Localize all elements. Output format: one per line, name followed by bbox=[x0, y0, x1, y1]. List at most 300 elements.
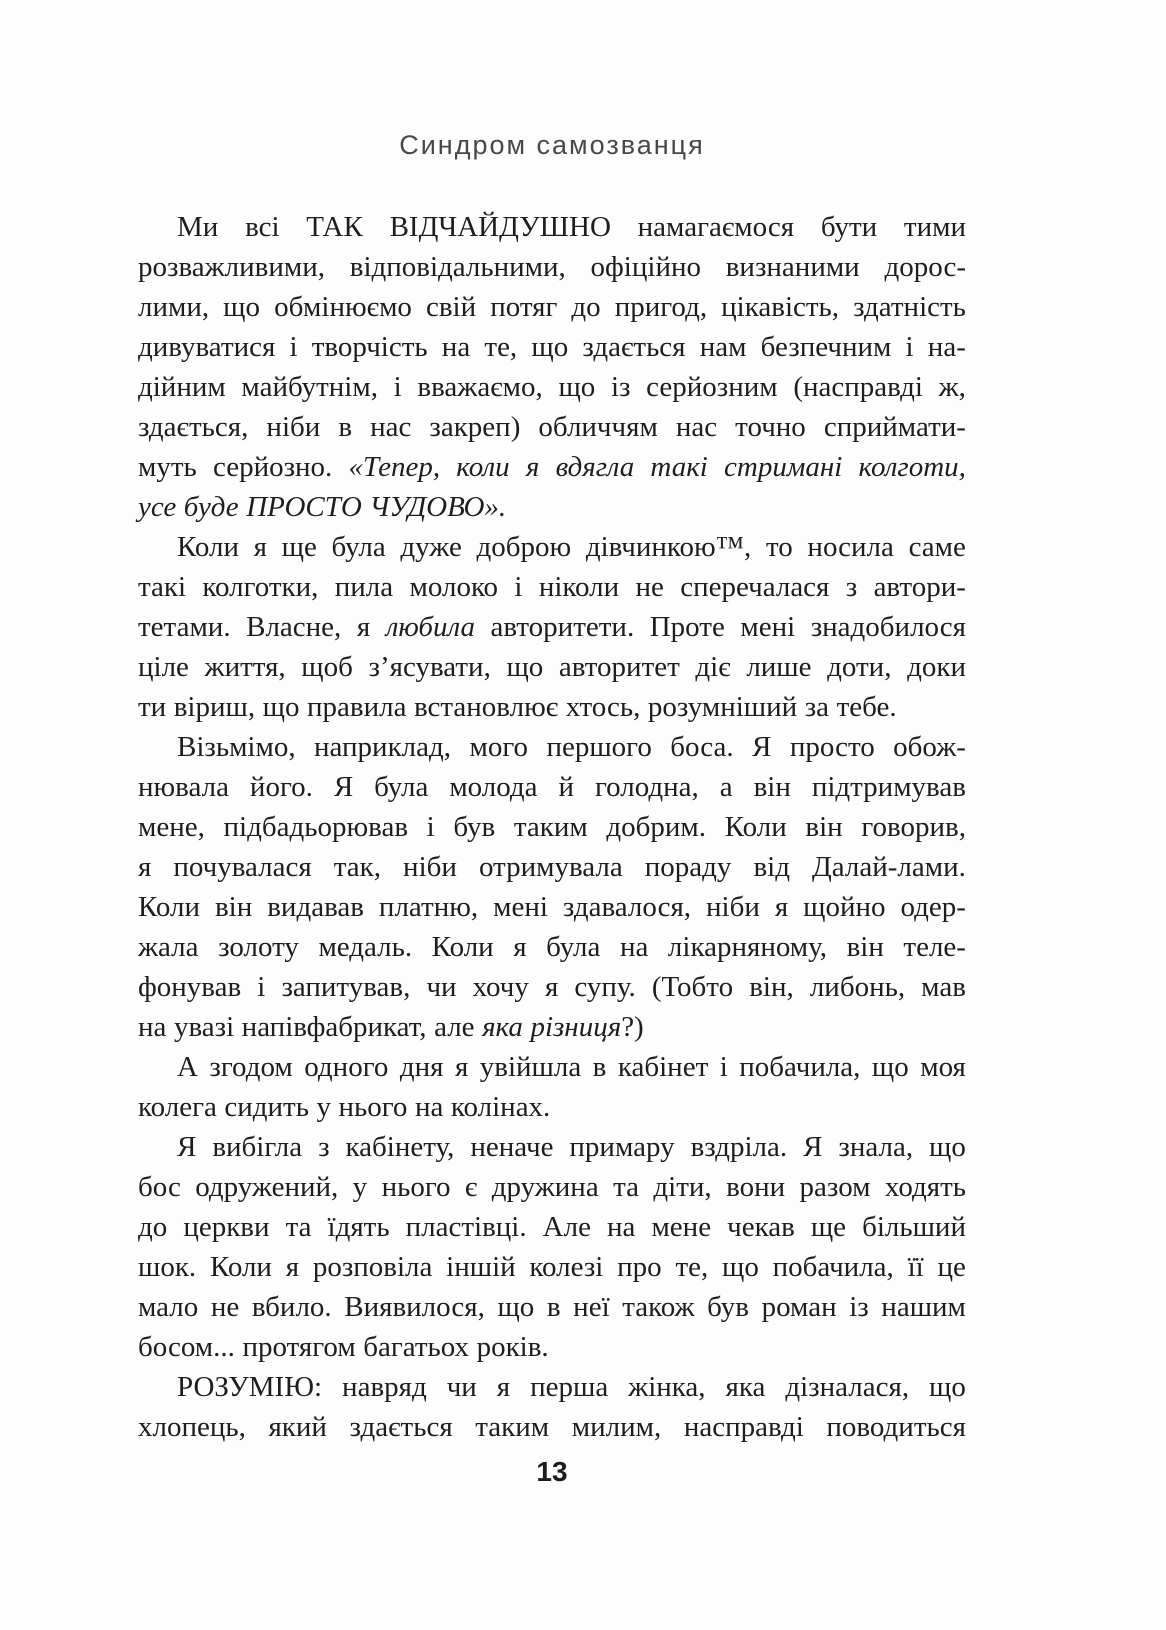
word: встановлює bbox=[413, 691, 559, 723]
word: ніби bbox=[706, 891, 760, 923]
word: і bbox=[514, 571, 523, 603]
word: не bbox=[210, 1291, 240, 1323]
word: Я bbox=[803, 1131, 823, 1163]
word: увазі bbox=[173, 1011, 235, 1043]
word: просто bbox=[789, 731, 875, 763]
word: що bbox=[558, 371, 596, 403]
word: носила bbox=[807, 531, 894, 563]
word: мого bbox=[469, 731, 528, 763]
word: підтримував bbox=[811, 771, 966, 803]
word: із bbox=[849, 1291, 869, 1323]
word: обличчям bbox=[538, 411, 658, 443]
word: вдягла bbox=[555, 451, 635, 483]
word: закреп) bbox=[429, 411, 521, 443]
text-line bbox=[138, 687, 966, 727]
word: ТАК bbox=[306, 211, 363, 243]
word: що bbox=[722, 1251, 759, 1283]
word: вибігла bbox=[212, 1131, 303, 1163]
word: років. bbox=[476, 1331, 549, 1363]
word: ПРОСТО bbox=[246, 491, 362, 523]
word: Далай-лами. bbox=[812, 851, 966, 883]
word: дійним bbox=[138, 371, 226, 403]
word: сприймати- bbox=[823, 411, 966, 443]
word: обож- bbox=[893, 731, 966, 763]
word: намагаємося bbox=[637, 211, 795, 243]
word: мені bbox=[493, 891, 548, 923]
word: на- bbox=[927, 331, 966, 363]
word: ще bbox=[281, 531, 317, 563]
word: я bbox=[253, 531, 268, 563]
word: колінах. bbox=[450, 1091, 551, 1123]
word: так, bbox=[333, 851, 382, 883]
word: ціле bbox=[138, 651, 189, 683]
word: автори- bbox=[873, 571, 966, 603]
word: почувалася bbox=[173, 851, 312, 883]
running-head: Синдром самозванця bbox=[399, 130, 705, 160]
word: нас bbox=[675, 411, 718, 443]
text-line bbox=[138, 487, 966, 527]
word: Коли bbox=[209, 1251, 272, 1283]
word: що bbox=[223, 291, 261, 323]
word: сперечалася bbox=[680, 571, 830, 603]
word: із bbox=[610, 371, 631, 403]
text-line bbox=[138, 1407, 966, 1447]
word: я bbox=[544, 971, 559, 1003]
word: моя bbox=[920, 1051, 966, 1083]
word: також bbox=[622, 1291, 695, 1323]
word: діти, bbox=[653, 1171, 712, 1203]
text-line bbox=[138, 1247, 966, 1287]
word: здатність bbox=[853, 291, 966, 323]
word: всі bbox=[245, 211, 280, 243]
word: тетами. bbox=[138, 611, 231, 643]
text-line bbox=[138, 967, 966, 1007]
word: вважаємо, bbox=[417, 371, 543, 403]
word: золоту bbox=[218, 931, 299, 963]
word: є bbox=[464, 1171, 478, 1203]
word: жінка, bbox=[628, 1371, 706, 1403]
word: Я bbox=[752, 731, 772, 763]
word: буде bbox=[183, 491, 239, 523]
word: РОЗУМІЮ: bbox=[177, 1371, 323, 1403]
text-line bbox=[138, 727, 966, 767]
word: я bbox=[513, 931, 527, 963]
word: та bbox=[285, 1211, 312, 1243]
word: напівфабрикат, bbox=[241, 1011, 427, 1043]
word: знала, bbox=[838, 1131, 914, 1163]
word: Коли bbox=[177, 531, 240, 563]
word: визнаними bbox=[725, 251, 860, 283]
word: перша bbox=[530, 1371, 609, 1403]
word: Я bbox=[333, 771, 354, 803]
word: бути bbox=[820, 211, 878, 243]
word: навряд bbox=[342, 1371, 427, 1403]
word: дружина bbox=[491, 1171, 599, 1203]
word: він bbox=[846, 931, 884, 963]
word: обмінюємо bbox=[274, 291, 412, 323]
text-line bbox=[138, 207, 966, 247]
word: саме bbox=[908, 531, 966, 563]
word: А bbox=[177, 1051, 198, 1083]
word: дорос- bbox=[884, 251, 966, 283]
word: ніби bbox=[266, 411, 321, 443]
word: доти, bbox=[827, 651, 892, 683]
word: медаль. bbox=[318, 931, 413, 963]
word: про bbox=[617, 1251, 662, 1283]
word: Власне, bbox=[246, 611, 342, 643]
word: нього bbox=[338, 1091, 408, 1123]
word: неї bbox=[573, 1291, 610, 1323]
text-line bbox=[138, 327, 966, 367]
word: здається bbox=[582, 331, 686, 363]
word: він bbox=[805, 811, 843, 843]
word: ЧУДОВО». bbox=[369, 491, 507, 523]
word: дівчинкою™, bbox=[585, 531, 752, 563]
word: його. bbox=[249, 771, 313, 803]
word: мав bbox=[921, 971, 966, 1003]
word: Але bbox=[542, 1211, 591, 1243]
word: офіційно bbox=[590, 251, 701, 283]
word: життя, bbox=[204, 651, 286, 683]
word: був bbox=[453, 811, 496, 843]
word: пригод, bbox=[614, 291, 708, 323]
word: більший bbox=[862, 1211, 966, 1243]
word: на bbox=[619, 931, 649, 963]
word: (Тобто bbox=[651, 971, 734, 1003]
word: від bbox=[753, 851, 790, 883]
word: в bbox=[546, 1291, 561, 1323]
body-text bbox=[138, 207, 966, 1447]
word: а bbox=[719, 771, 733, 803]
word: нього bbox=[381, 1171, 451, 1203]
text-line bbox=[138, 1087, 966, 1127]
word: з’ясувати, bbox=[368, 651, 491, 683]
word: багатьох bbox=[363, 1331, 470, 1363]
text-line bbox=[138, 807, 966, 847]
word: здавалося, bbox=[562, 891, 692, 923]
word: Коли bbox=[431, 931, 494, 963]
word: розважливими, bbox=[138, 251, 325, 283]
word: тими bbox=[903, 211, 966, 243]
word: ніби bbox=[403, 851, 457, 883]
word: з bbox=[845, 571, 858, 603]
word: Проте bbox=[649, 611, 725, 643]
word: Виявилося, bbox=[344, 1291, 485, 1323]
word: стримані bbox=[724, 451, 843, 483]
word: в bbox=[592, 1051, 607, 1083]
word: я bbox=[774, 891, 789, 923]
word: розумніший bbox=[647, 691, 798, 723]
word: авторитет bbox=[558, 651, 680, 683]
word: одружений, bbox=[195, 1171, 339, 1203]
word: здається bbox=[349, 1411, 453, 1443]
word: протягом bbox=[242, 1331, 356, 1363]
word: поводиться bbox=[826, 1411, 966, 1443]
word: ти bbox=[138, 691, 167, 723]
word: дізналася, bbox=[785, 1371, 910, 1403]
word: неначе bbox=[470, 1131, 554, 1163]
word: пластівці. bbox=[405, 1211, 527, 1243]
word: чекав bbox=[727, 1211, 795, 1243]
word: супу. bbox=[574, 971, 636, 1003]
word: що bbox=[929, 1131, 966, 1163]
word: голодна, bbox=[594, 771, 699, 803]
text-line bbox=[138, 607, 966, 647]
word: кабінету, bbox=[345, 1131, 455, 1163]
word: увійшла bbox=[479, 1051, 582, 1083]
word: за bbox=[804, 691, 830, 723]
word: на bbox=[607, 1211, 636, 1243]
word: примару bbox=[569, 1131, 675, 1163]
word: вздріла. bbox=[690, 1131, 788, 1163]
word: ВІДЧАЙДУШНО bbox=[389, 211, 611, 243]
word: він, bbox=[749, 971, 794, 1003]
text-line bbox=[138, 1007, 966, 1047]
word: мало bbox=[138, 1291, 199, 1323]
word: ж, bbox=[938, 371, 966, 403]
word: такі bbox=[138, 571, 187, 603]
text-line bbox=[138, 1327, 966, 1367]
word: то bbox=[765, 531, 793, 563]
word: я bbox=[138, 851, 152, 883]
word: нювала bbox=[138, 771, 229, 803]
word: це bbox=[937, 1251, 966, 1283]
word: (насправді bbox=[793, 371, 923, 403]
word: молода bbox=[449, 771, 538, 803]
word: побачила, bbox=[739, 1051, 861, 1083]
text-line bbox=[138, 1047, 966, 1087]
word: свій bbox=[425, 291, 477, 323]
word: в bbox=[338, 411, 353, 443]
word: згодом bbox=[209, 1051, 293, 1083]
word: серйозним bbox=[646, 371, 778, 403]
word: теле- bbox=[903, 931, 966, 963]
word: цікавість, bbox=[721, 291, 840, 323]
word: кабінет bbox=[617, 1051, 709, 1083]
word: й bbox=[558, 771, 575, 803]
word: та bbox=[613, 1171, 640, 1203]
word: розповіла bbox=[312, 1251, 433, 1283]
word: нас bbox=[370, 411, 412, 443]
word: бос bbox=[138, 1171, 181, 1203]
word: нашим bbox=[881, 1291, 966, 1323]
word: мене bbox=[651, 1211, 712, 1243]
page-number: 13 bbox=[536, 1456, 568, 1487]
word: Коли bbox=[138, 891, 201, 923]
word: серйозно. bbox=[212, 451, 333, 483]
word: усе bbox=[138, 491, 177, 523]
text-line bbox=[138, 527, 966, 567]
word: і bbox=[719, 1051, 728, 1083]
word: церкви bbox=[183, 1211, 270, 1243]
word: що bbox=[871, 1051, 909, 1083]
word: на bbox=[441, 331, 471, 363]
word: вони bbox=[726, 1171, 786, 1203]
word: Ми bbox=[177, 211, 219, 243]
word: дивуватися bbox=[138, 331, 276, 363]
word: що bbox=[531, 331, 569, 363]
text-line bbox=[138, 927, 966, 967]
word: доки bbox=[907, 651, 966, 683]
text-line bbox=[138, 407, 966, 447]
word: ще bbox=[810, 1211, 847, 1243]
word: говорив, bbox=[861, 811, 966, 843]
word: але bbox=[434, 1011, 475, 1043]
word: він bbox=[214, 891, 253, 923]
word: молоко bbox=[409, 571, 499, 603]
word: те, bbox=[484, 331, 518, 363]
word: діє bbox=[695, 651, 731, 683]
word: запитував, bbox=[281, 971, 411, 1003]
word: що bbox=[506, 651, 544, 683]
word: чи bbox=[426, 971, 457, 1003]
word: лише bbox=[746, 651, 812, 683]
word: любила bbox=[385, 611, 476, 643]
word: ніколи bbox=[538, 571, 620, 603]
word: хтось, bbox=[565, 691, 641, 723]
word: лими, bbox=[138, 291, 210, 323]
word: Коли bbox=[724, 811, 787, 843]
word: до bbox=[138, 1211, 168, 1243]
word: муть bbox=[138, 451, 197, 483]
word: щоб bbox=[301, 651, 353, 683]
text-line bbox=[138, 647, 966, 687]
word: щойно bbox=[803, 891, 886, 923]
word: коли bbox=[456, 451, 510, 483]
text-line bbox=[138, 287, 966, 327]
text-line bbox=[138, 1167, 966, 1207]
text-line bbox=[138, 1127, 966, 1167]
word: була bbox=[546, 931, 601, 963]
word: дуже bbox=[400, 531, 462, 563]
text-line bbox=[138, 567, 966, 607]
word: іншій bbox=[446, 1251, 516, 1283]
word: колготи, bbox=[858, 451, 966, 483]
word: мене, bbox=[138, 811, 205, 843]
word: сидить bbox=[224, 1091, 309, 1123]
text-line bbox=[138, 367, 966, 407]
word: на bbox=[414, 1091, 444, 1123]
text-line bbox=[138, 1287, 966, 1327]
word: платню, bbox=[378, 891, 479, 923]
word: і bbox=[393, 371, 402, 403]
word: що bbox=[262, 691, 300, 723]
word: з bbox=[318, 1131, 330, 1163]
word: либонь, bbox=[809, 971, 906, 1003]
word: одер- bbox=[900, 891, 966, 923]
word: авторитети. bbox=[490, 611, 635, 643]
word: жала bbox=[138, 931, 199, 963]
word: колезі bbox=[529, 1251, 604, 1283]
word: тебе. bbox=[836, 691, 897, 723]
text-line bbox=[138, 247, 966, 287]
word: на bbox=[138, 1011, 167, 1043]
word: і bbox=[257, 971, 266, 1003]
word: різниця?) bbox=[530, 1011, 644, 1043]
word: такі bbox=[650, 451, 708, 483]
word: я bbox=[356, 611, 371, 643]
word: не bbox=[635, 571, 664, 603]
text-line bbox=[138, 847, 966, 887]
word: точно bbox=[735, 411, 806, 443]
word: він bbox=[753, 771, 791, 803]
word: чи bbox=[446, 1371, 477, 1403]
word: дня bbox=[399, 1051, 444, 1083]
word: творчість bbox=[311, 331, 428, 363]
word: я bbox=[285, 1251, 300, 1283]
word: «Тепер, bbox=[348, 451, 441, 483]
word: хочу bbox=[472, 971, 529, 1003]
word: і bbox=[289, 331, 298, 363]
word: наприклад, bbox=[314, 731, 452, 763]
word: безпечним bbox=[760, 331, 892, 363]
word: який bbox=[268, 1411, 327, 1443]
text-line bbox=[138, 1207, 966, 1247]
word: одного bbox=[304, 1051, 389, 1083]
word: вбило. bbox=[251, 1291, 332, 1323]
word: разом bbox=[799, 1171, 871, 1203]
text-line bbox=[138, 767, 966, 807]
word: отримувала bbox=[478, 851, 623, 883]
word: я bbox=[525, 451, 540, 483]
word: доброю bbox=[476, 531, 572, 563]
word: що bbox=[497, 1291, 535, 1323]
word: те, bbox=[675, 1251, 709, 1283]
word: і bbox=[426, 811, 435, 843]
word: таким bbox=[475, 1411, 550, 1443]
word: здається, bbox=[138, 411, 249, 443]
word: побачила, bbox=[772, 1251, 894, 1283]
word: боса. bbox=[670, 731, 734, 763]
word: хлопець, bbox=[138, 1411, 246, 1443]
word: у bbox=[352, 1171, 368, 1203]
word: насправді bbox=[683, 1411, 804, 1443]
word: була bbox=[374, 771, 429, 803]
word: і bbox=[905, 331, 914, 363]
word: мені bbox=[740, 611, 796, 643]
word: правила bbox=[307, 691, 407, 723]
word: таким bbox=[513, 811, 588, 843]
word: потяг bbox=[490, 291, 558, 323]
text-line bbox=[138, 887, 966, 927]
word: була bbox=[331, 531, 386, 563]
word: нам bbox=[699, 331, 747, 363]
word: був bbox=[707, 1291, 749, 1323]
word: до bbox=[571, 291, 601, 323]
word: я bbox=[454, 1051, 469, 1083]
word: лікарняному, bbox=[667, 931, 827, 963]
word: майбутнім, bbox=[241, 371, 378, 403]
word: відповідальними, bbox=[349, 251, 566, 283]
word: шок. bbox=[138, 1251, 197, 1283]
word: яка bbox=[725, 1371, 766, 1403]
word: я bbox=[496, 1371, 511, 1403]
word: милим, bbox=[571, 1411, 662, 1443]
word: пораду bbox=[644, 851, 732, 883]
word: фонував bbox=[138, 971, 242, 1003]
word: віриш, bbox=[173, 691, 256, 723]
word: їдять bbox=[327, 1211, 390, 1243]
word: колготки, bbox=[202, 571, 319, 603]
word: видавав bbox=[267, 891, 364, 923]
word: колега bbox=[138, 1091, 217, 1123]
word: босом... bbox=[138, 1331, 235, 1363]
word: знадобилося bbox=[810, 611, 966, 643]
word: її bbox=[907, 1251, 924, 1283]
word: першого bbox=[546, 731, 652, 763]
word: добрим. bbox=[606, 811, 707, 843]
word: пила bbox=[334, 571, 394, 603]
